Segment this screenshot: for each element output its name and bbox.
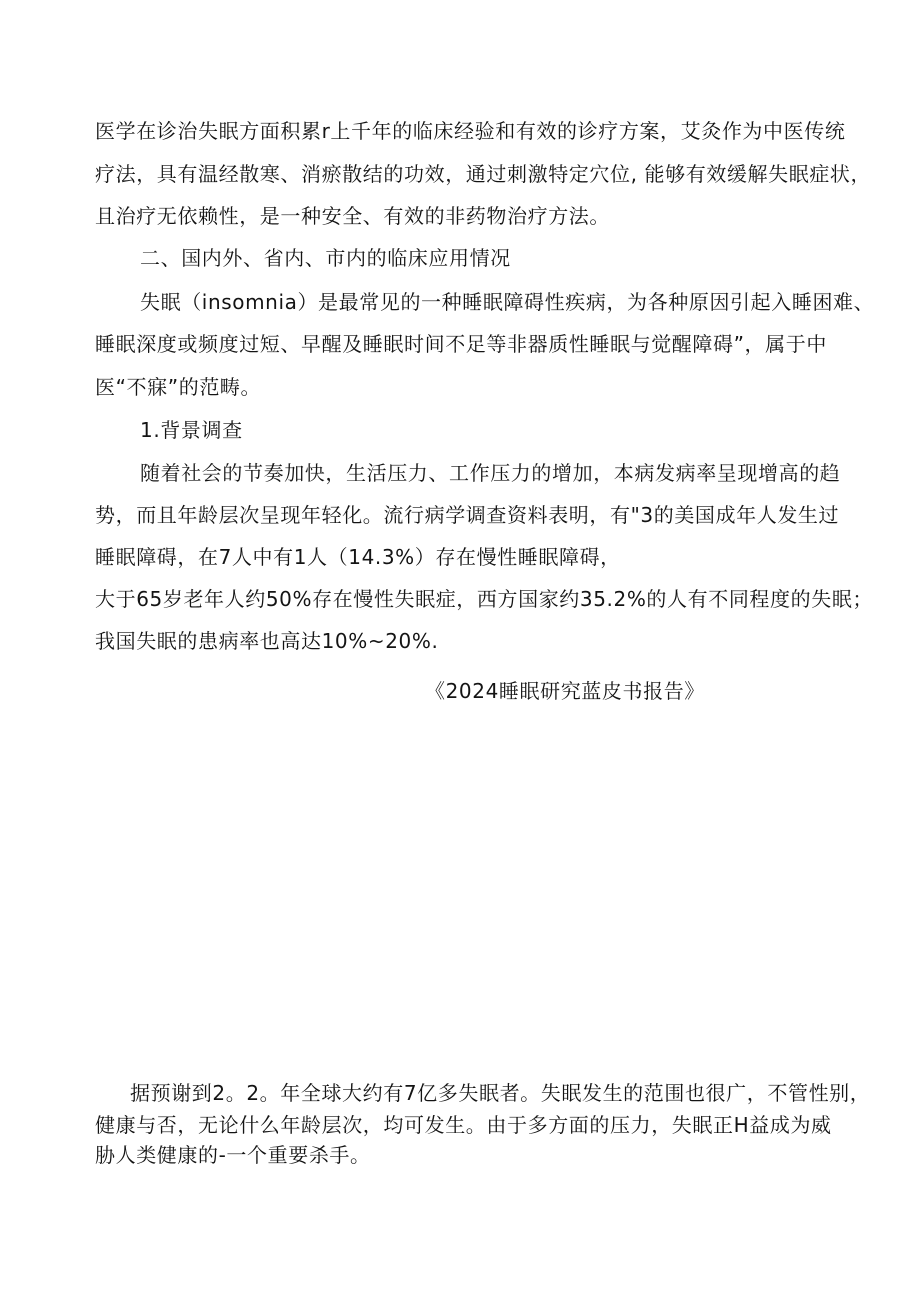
section-heading: 二、国内外、省内、市内的临床应用情况 xyxy=(140,246,511,270)
text-line: 医学在诊治失眠方面积累r上千年的临床经验和有效的诊疗方案，艾灸作为中医传统 xyxy=(95,119,846,143)
text-line: 且治疗无依赖性，是一种安全、有效的非药物治疗方法。 xyxy=(95,204,610,228)
text-line: 据预谢到2。2。年全球大约有7亿多失眠者。失眠发生的范围也很广，不管性别， xyxy=(130,1081,871,1105)
text-line: 医“不寐”的范畴。 xyxy=(95,375,262,399)
text-line: 健康与否，无论什么年龄层次，均可发生。由于多方面的压力，失眠正H益成为威 xyxy=(95,1113,832,1137)
text-line: 失眠（insomnia）是最常见的一种睡眠障碍性疾病，为各种原因引起入睡困难、 xyxy=(140,290,875,314)
subsection-heading: 1.背景调查 xyxy=(140,418,243,442)
text-line: 随着社会的节奏加快，生活压力、工作压力的增加，本病发病率呈现增高的趋 xyxy=(140,461,841,485)
text-line: 大于65岁老年人约50%存在慢性失眠症，西方国家约35.2%的人有不同程度的失眠； xyxy=(95,587,874,611)
citation: 《2024睡眠研究蓝皮书报告》 xyxy=(425,679,705,703)
text-line: 睡眠深度或频度过短、早醒及睡眠时间不足等非器质性睡眠与觉醒障碍”，属于中 xyxy=(95,332,827,356)
text-line: 胁人类健康的-一个重要杀手。 xyxy=(95,1143,371,1167)
text-line: 势，而且年龄层次呈现年轻化。流行病学调查资料表明，有"3的美国成年人发生过 xyxy=(95,503,840,527)
text-line: 我国失眠的患病率也高达10%~20%. xyxy=(95,629,439,653)
text-line: 疗法，具有温经散寒、消瘀散结的功效，通过刺激特定穴位, 能够有效缓解失眠症状， xyxy=(95,162,872,186)
text-line: 睡眠障碍，在7人中有1人（14.3%）存在慢性睡眠障碍， xyxy=(95,545,621,569)
